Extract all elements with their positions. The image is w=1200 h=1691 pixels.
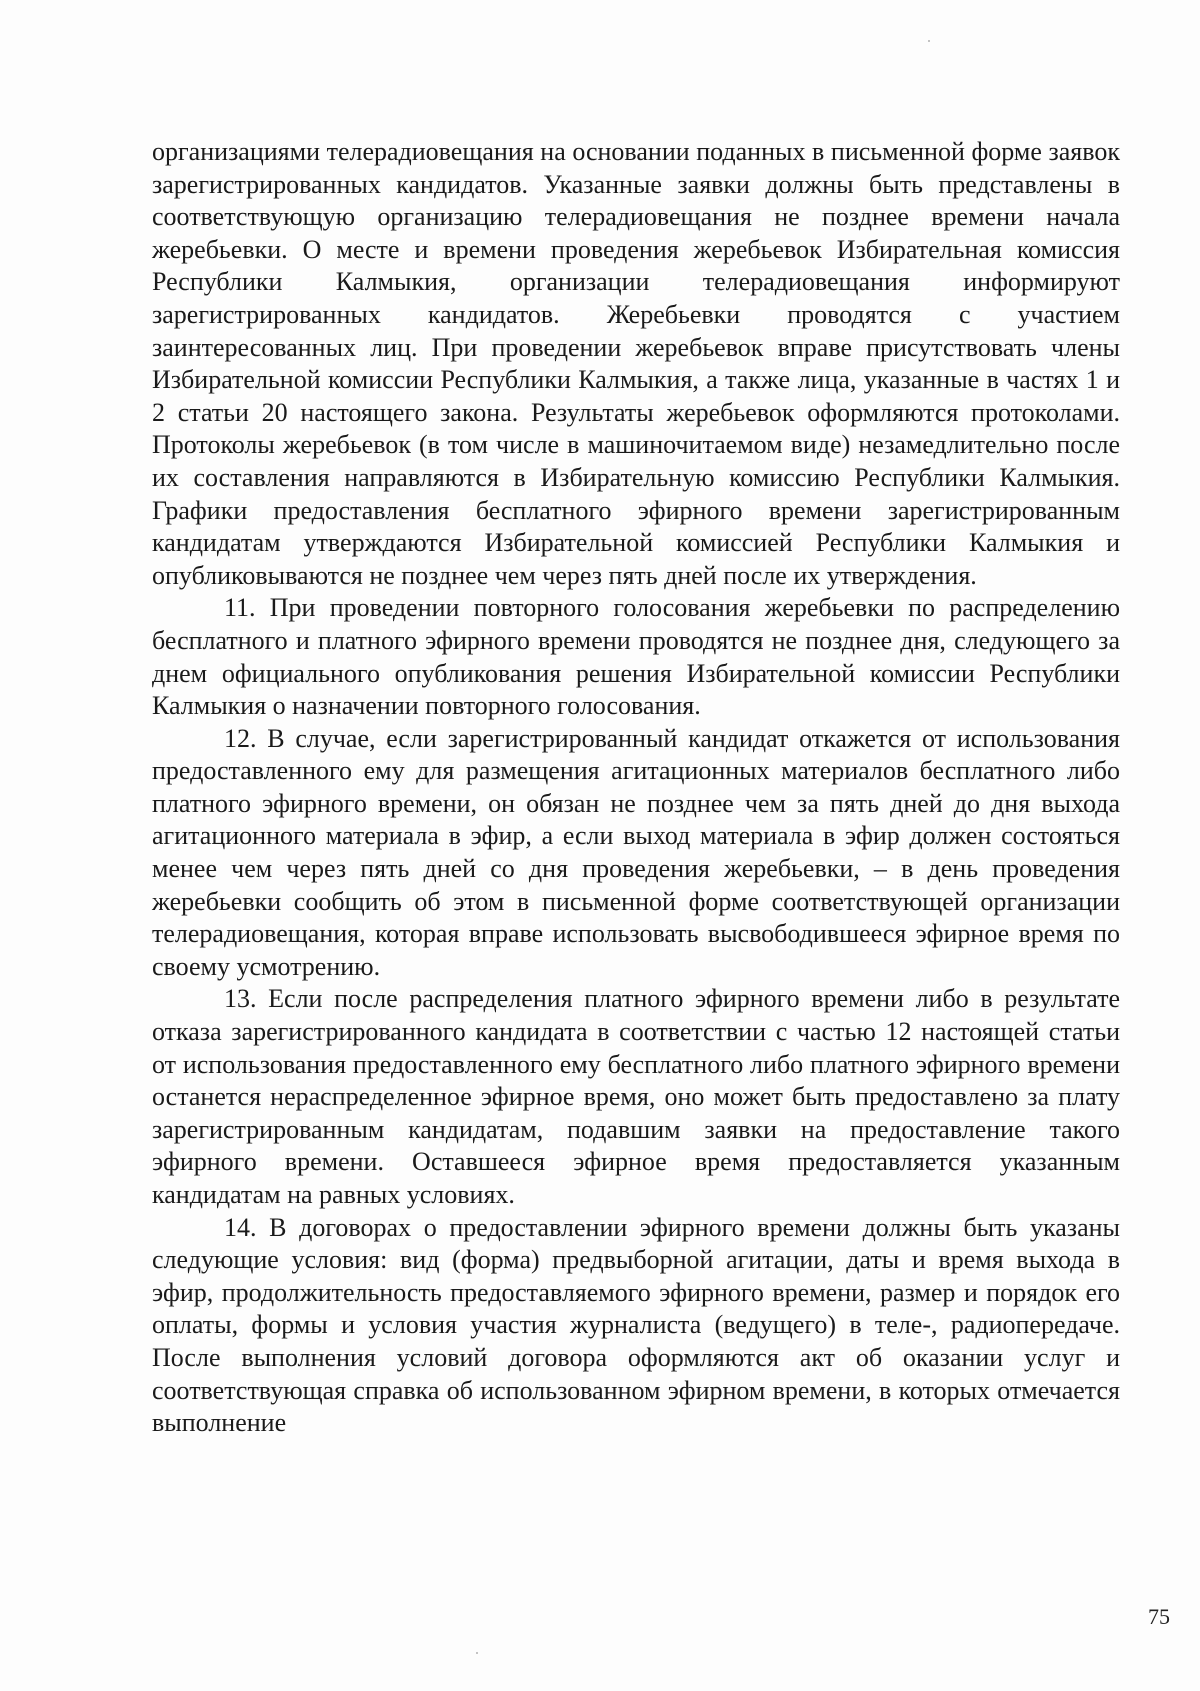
paragraph-item-14: 14. В договорах о предоставлении эфирного времени должны быть указаны следующие условия: вид (форма) предвыборной агитации, даты и время выхода в эфир, продолжительность предоставляемого эфирного времени, размер и порядок его оплаты, формы и условия участия журналиста (ведущего) в теле-, радиопередаче. После выполнения условий договора оформляются акт об оказании услуг и соответствующая справка об использованном эфирном времени, в которых отмечается выполнение	[152, 1212, 1120, 1438]
scan-speck	[928, 40, 930, 42]
scan-speck	[476, 1652, 478, 1654]
page-number: 75	[1148, 1604, 1170, 1629]
paragraph-item-13: 13. Если после распределения платного эфирного времени либо в результате отказа зарегистрированного кандидата в соответствии с частью 12 настоящей статьи от использования предоставленного ему бесплатного либо платного эфирного времени останется нераспределенное эфирное время, оно может быть предоставлено за плату зарегистрированным кандидатам, подавшим заявки на предоставление такого эфирного времени. Оставшееся эфирное время предоставляется указанным кандидатам на равных условиях.	[152, 984, 1120, 1209]
paragraph-item-12: 12. В случае, если зарегистрированный кандидат откажется от использования предоставленного ему для размещения агитационных материалов бесплатного либо платного эфирного времени, он обязан не позднее чем за пять дней до дня выхода агитационного материала в эфир, а если выход материала в эфир должен состояться менее чем через пять дней со дня проведения жеребьевки, – в день проведения жеребьевки сообщить об этом в письменной форме соответствующей организации телерадиовещания, которая вправе использовать высвободившееся эфирное время по своему усмотрению.	[152, 723, 1120, 981]
document-body	[152, 136, 1120, 1440]
paragraph-continuation: организациями телерадиовещания на основании поданных в письменной форме заявок зарегистрированных кандидатов. Указанные заявки должны быть представлены в соответствующую организацию телерадиовещания не позднее времени начала жеребьевки. О месте и времени проведения жеребьевок Избирательная комиссия Республики Калмыкия, организации телерадиовещания информируют зарегистрированных кандидатов. Жеребьевки проводятся с участием заинтересованных лиц. При проведении жеребьевок вправе присутствовать члены Избирательной комиссии Республики Калмыкия, а также лица, указанные в частях 1 и 2 статьи 20 настоящего закона. Результаты жеребьевок оформляются протоколами. Протоколы жеребьевок (в том числе в машиночитаемом виде) незамедлительно после их составления направляются в Избирательную комиссию Республики Калмыкия. Графики предоставления бесплатного эфирного времени зарегистрированным кандидатам утверждаются Избирательной комиссией Республики Калмыкия и опубликовываются не позднее чем через пять дней после их утверждения.	[152, 137, 1120, 590]
paragraph-item-11: 11. При проведении повторного голосования жеребьевки по распределению бесплатного и платного эфирного времени проводятся не позднее дня, следующего за днем официального опубликования решения Избирательной комиссии Республики Калмыкия о назначении повторного голосования.	[152, 593, 1120, 721]
